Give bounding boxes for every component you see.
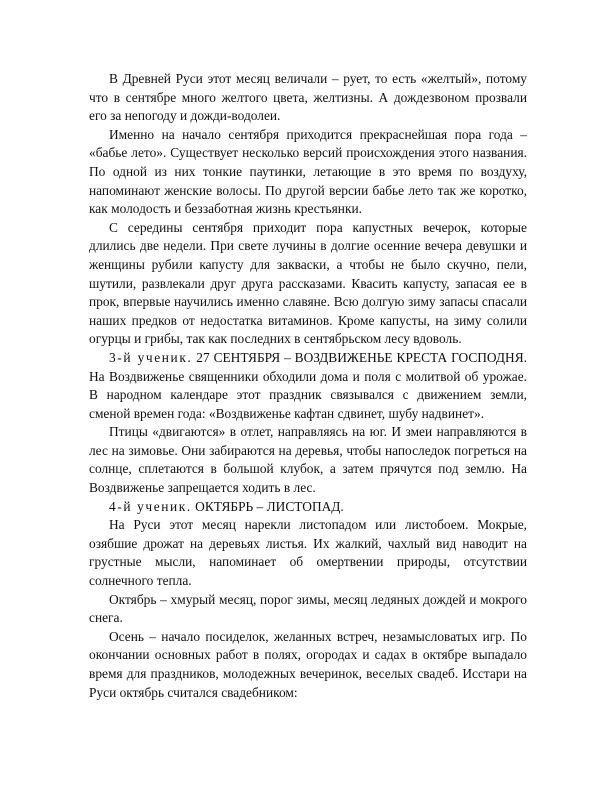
- paragraph: [89, 219, 527, 349]
- paragraph-text: Именно на начало сентября приходится прекраснейшая пора года – «бабье лето». Существует несколько версий происхождения этого названия. По одной из них тонкие паутинки, летающие в это время по воздуху, напоминают женские волосы. По другой версии бабье лето так же коротко, как молодость и беззаботная жизнь крестьянки.: [89, 126, 527, 217]
- document-page: [89, 70, 527, 702]
- paragraph: [89, 349, 527, 423]
- paragraph-text: С середины сентября приходит пора капустных вечерок, которые длились две недели. При свете лучины в долгие осенние вечера девушки и женщины рубили капусту для закваски, а чтобы не было скучно, пели, шутили, развлекали друг друга рассказами. Квасить капусту, запасая ее в прок, впервые научились именно славяне. Всю долгую зиму запасы спасали наших предков от недостатка витаминов. Кроме капусты, на зиму солили огурцы и грибы, так как последних в сентябрьском лесу вдоволь.: [89, 219, 527, 347]
- paragraph-text: ОКТЯБРЬ – ЛИСТОПАД.: [191, 498, 344, 514]
- paragraph-text: Октябрь – хмурый месяц, порог зимы, месяц ледяных дождей и мокрого снега.: [89, 591, 527, 626]
- paragraph-text: Осень – начало посиделок, желанных встреч, незамысловатых игр. По окончании основных работ в полях, огородах и садах в октябре выпадало время для праздников, молодежных вечеринок, веселых свадеб. Исстари на Руси октябрь считался свадебником:: [89, 628, 527, 700]
- paragraph: [89, 126, 527, 219]
- paragraph: [89, 423, 527, 497]
- paragraph: [89, 516, 527, 590]
- speaker-label: 4-й ученик.: [109, 498, 192, 514]
- paragraph-text: 27 СЕНТЯБРЯ – ВОЗДВИЖЕНЬЕ КРЕСТА ГОСПОДНЯ. На Воздвиженье священники обходили дома и поля с молитвой об урожае. В народном календаре этот праздник связывался с движением земли, сменой времен года: «Воздвиженье кафтан сдвинет, шубу надвинет».: [89, 349, 528, 421]
- paragraph-text: На Руси этот месяц нарекли листопадом или листобоем. Мокрые, озябшие дрожат на деревьях листья. Их жалкий, чахлый вид наводит на грустные мысли, напоминает об омертвении природы, отсутствии солнечного тепла.: [89, 517, 527, 589]
- paragraph: [89, 628, 527, 702]
- paragraph: [89, 498, 527, 517]
- paragraph: [89, 70, 527, 126]
- paragraph: [89, 591, 527, 628]
- speaker-label: 3-й ученик.: [109, 349, 193, 365]
- paragraph-text: Птицы «двигаются» в отлет, направляясь на юг. И змеи направляются в лес на зимовье. Они забираются на деревья, чтобы напоследок погреться на солнце, сплетаются в большой клубок, а затем прячутся под землю. На Воздвиженье запрещается ходить в лес.: [89, 424, 527, 496]
- paragraph-text: В Древней Руси этот месяц величали – рует, то есть «желтый», потому что в сентябре много желтого цвета, желтизны. А дождезвоном прозвали его за непогоду и дожди-водолеи.: [89, 71, 527, 124]
